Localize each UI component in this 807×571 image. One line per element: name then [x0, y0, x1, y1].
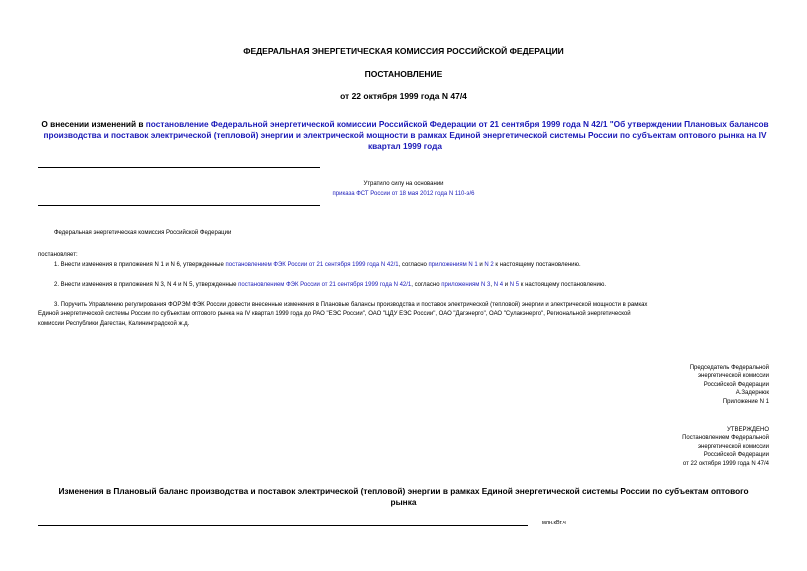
agency-name: ФЕДЕРАЛЬНАЯ ЭНЕРГЕТИЧЕСКАЯ КОМИССИЯ РОССИЙСКОЙ ФЕДЕРАЦИИ — [243, 46, 564, 56]
p2-annex3-link[interactable]: приложениям N 3 — [441, 282, 491, 288]
approved-line-2: Постановлением Федеральной — [682, 435, 769, 442]
status-line: Утратило силу на основании — [363, 181, 444, 187]
approved-date: от 22 октября 1999 года N 47/4 — [682, 460, 769, 467]
paragraph-3-line3: комиссии Республики Дагестан, Калининградской ж.д. — [38, 321, 190, 327]
document-title — [30, 119, 780, 152]
p2-text-d: и — [503, 282, 510, 288]
signature-block — [569, 364, 769, 406]
approved-block — [569, 426, 769, 468]
paragraph-1 — [54, 261, 581, 269]
annex-number: Приложение N 1 — [722, 398, 769, 405]
signature-name: А.Задернюк — [735, 390, 769, 397]
p1-resolution-link[interactable]: постановлением ФЭК России от 21 сентября 1999 года N 42/1 — [225, 262, 399, 268]
document-date: от 22 октября 1999 года N 47/4 — [340, 91, 467, 101]
separator-bottom — [38, 205, 320, 206]
p2-text-a: 2. Внести изменения в приложения N 3, N 4 и N 5, утвержденные — [54, 282, 239, 288]
intro-text: Федеральная энергетическая комиссия Российской Федерации — [54, 230, 232, 236]
title-prefix: О внесении изменений в — [41, 119, 146, 129]
p1-annex2-link[interactable]: N 2 — [484, 262, 494, 268]
p2-annex4-link[interactable]: N 4 — [493, 282, 504, 288]
p2-text-e: к настоящему постановлению. — [519, 282, 607, 288]
annex-separator — [38, 525, 528, 526]
p2-text-b: , согласно — [411, 282, 442, 288]
signature-line-3: Российской Федерации — [703, 381, 769, 388]
repeal-link[interactable]: приказа ФСТ России от 18 мая 2012 года N 110-э/6 — [332, 191, 475, 197]
p1-text-a: 1. Внести изменения в приложения N 1 и N 6, утвержденные — [54, 262, 226, 268]
signature-line-1: Председатель Федеральной — [689, 365, 769, 371]
unit-label: млн.кВт.ч — [542, 520, 566, 526]
p1-annex1-link[interactable]: приложениям N 1 — [428, 262, 478, 268]
p1-text-c: и — [477, 262, 485, 268]
signature-line-2: энергетической комиссии — [697, 373, 769, 380]
p1-text-d: к настоящему постановлению. — [493, 262, 581, 268]
paragraph-3-line1: 3. Поручить Управлению регулирования ФОРЭМ ФЭК России довести внесенные изменения в Плановые балансы производства и поставок электрической (тепловой) энергии и электрической мощности в рамках — [54, 302, 648, 308]
approved-line-4: Российской Федерации — [703, 452, 769, 459]
approved-label: УТВЕРЖДЕНО — [726, 427, 769, 433]
document-type: ПОСТАНОВЛЕНИЕ — [364, 69, 443, 79]
decides-text: постановляет: — [38, 252, 78, 258]
annex-title: Изменения в Плановый баланс производства и поставок электрической (тепловой) энергии в рамках Единой энергетической системы России по субъектам оптового рынка — [58, 486, 749, 507]
p2-resolution-link[interactable]: постановлением ФЭК России от 21 сентября 1999 года N 42/1 — [238, 282, 412, 288]
separator-top — [38, 167, 320, 168]
paragraph-3-line2: Единой энергетической системы России по субъектам оптового рынка на IV квартал 1999 года до РАО "ЕЭС России", ОАО "ЦДУ ЕЭС России", ОАО "Дагэнерго", ОАО "Сулакэнерго", Региональной энергетической — [38, 311, 631, 317]
p2-text-c: , — [490, 282, 494, 288]
p1-text-b: , согласно — [398, 262, 429, 268]
title-link[interactable]: постановление Федеральной энергетической комиссии Российской Федерации от 21 сентября 1999 года N 42/1 "Об утверждении Плановых балансов производства и поставок электрической (тепловой) энергии и электрической мощности в рамках Единой энергетической системы России по субъектам оптового рынка на IV квартал 1999 года — [43, 119, 769, 151]
approved-line-3: энергетической комиссии — [697, 443, 769, 450]
p2-annex5-link[interactable]: N 5 — [509, 282, 520, 288]
paragraph-2 — [54, 281, 606, 289]
